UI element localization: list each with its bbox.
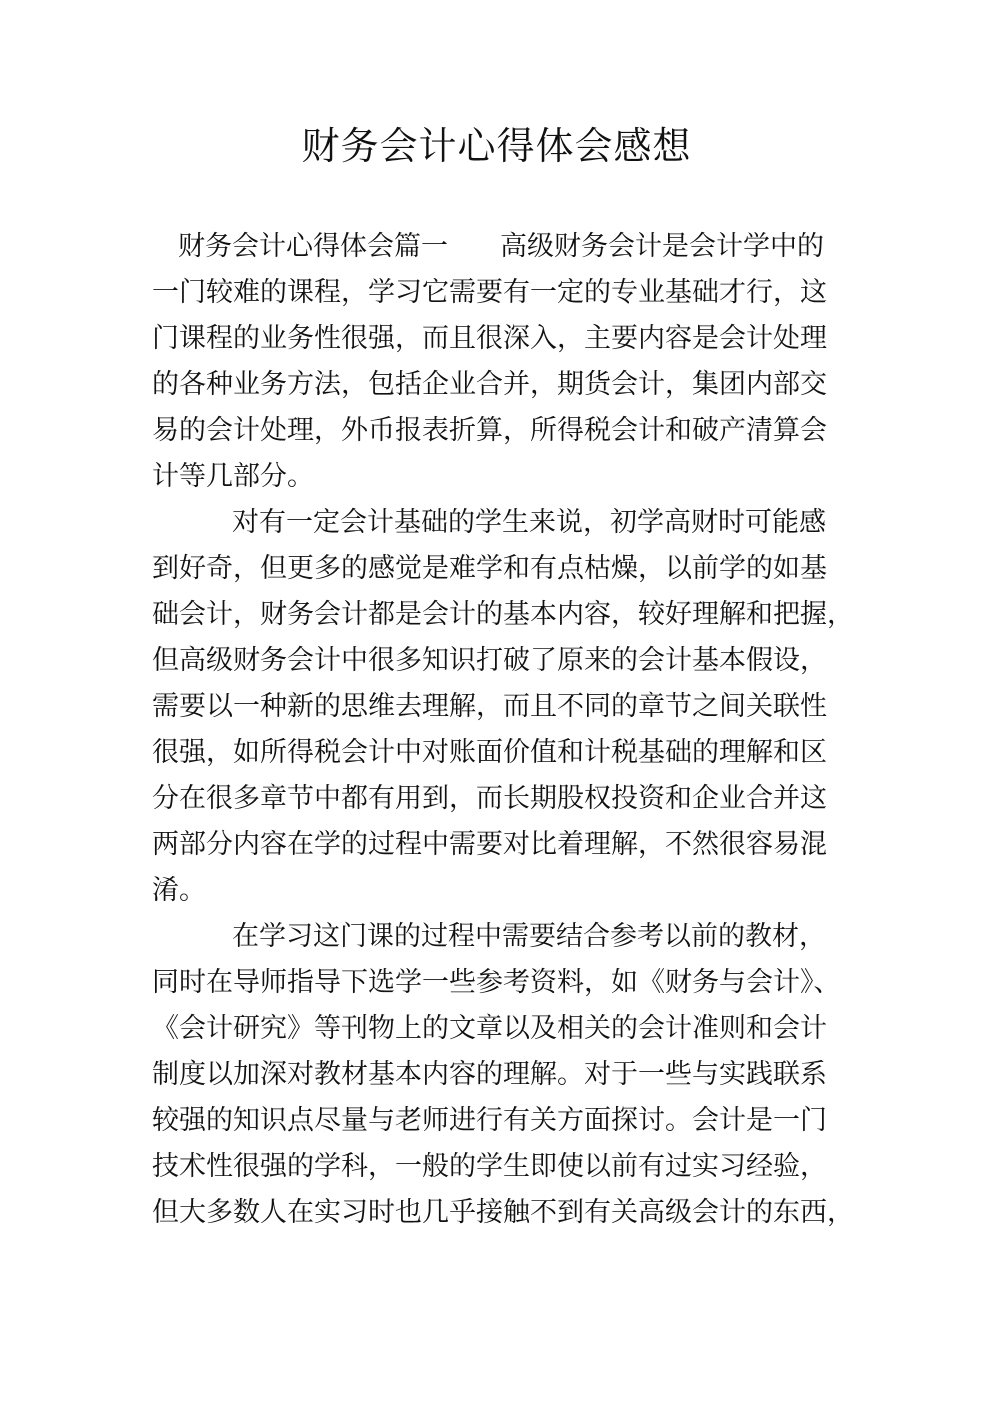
paragraph-line: 制度以加深对教材基本内容的理解。对于一些与实践联系 [152, 1059, 827, 1090]
paragraph-line: 但大多数人在实习时也几乎接触不到有关高级会计的东西， [152, 1197, 854, 1228]
paragraph-2 [152, 500, 852, 914]
paragraph-line: 一门较难的课程，学习它需要有一定的专业基础才行，这 [152, 277, 827, 308]
paragraph-line: 对有一定会计基础的学生来说，初学高财时可能感 [232, 507, 826, 538]
section-heading: 财务会计心得体会篇一 [178, 231, 448, 262]
document-body [152, 224, 852, 1236]
paragraph-line: 需要以一种新的思维去理解，而且不同的章节之间关联性 [152, 691, 827, 722]
paragraph-line: 同时在导师指导下选学一些参考资料，如《财务与会计》、 [152, 967, 841, 998]
paragraph-line: 淆。 [152, 875, 206, 906]
paragraph-3 [152, 914, 852, 1236]
paragraph-line: 财务会计心得体会篇一 高级财务会计是会计学中的 [178, 231, 824, 262]
paragraph-line: 较强的知识点尽量与老师进行有关方面探讨。会计是一门 [152, 1105, 827, 1136]
paragraph-line: 础会计，财务会计都是会计的基本内容，较好理解和把握， [152, 599, 854, 630]
paragraph-line: 计等几部分。 [152, 461, 314, 492]
document-title: 财务会计心得体会感想 [301, 124, 692, 168]
paragraph-line: 门课程的业务性很强，而且很深入，主要内容是会计处理 [152, 323, 827, 354]
paragraph-line: 分在很多章节中都有用到，而长期股权投资和企业合并这 [152, 783, 827, 814]
paragraph-line: 《会计研究》等刊物上的文章以及相关的会计准则和会计 [152, 1013, 827, 1044]
paragraph-line: 但高级财务会计中很多知识打破了原来的会计基本假设， [152, 645, 827, 676]
paragraph-line: 易的会计处理，外币报表折算，所得税会计和破产清算会 [152, 415, 827, 446]
paragraph-line: 两部分内容在学的过程中需要对比着理解，不然很容易混 [152, 829, 827, 860]
paragraph-line: 到好奇，但更多的感觉是难学和有点枯燥，以前学的如基 [152, 553, 827, 584]
paragraph-line: 在学习这门课的过程中需要结合参考以前的教材， [232, 921, 826, 952]
paragraph-line: 很强，如所得税会计中对账面价值和计税基础的理解和区 [152, 737, 827, 768]
paragraph-line: 技术性很强的学科，一般的学生即使以前有过实习经验， [152, 1151, 827, 1182]
paragraph-1 [152, 224, 852, 500]
paragraph-line: 的各种业务方法，包括企业合并，期货会计，集团内部交 [152, 369, 827, 400]
